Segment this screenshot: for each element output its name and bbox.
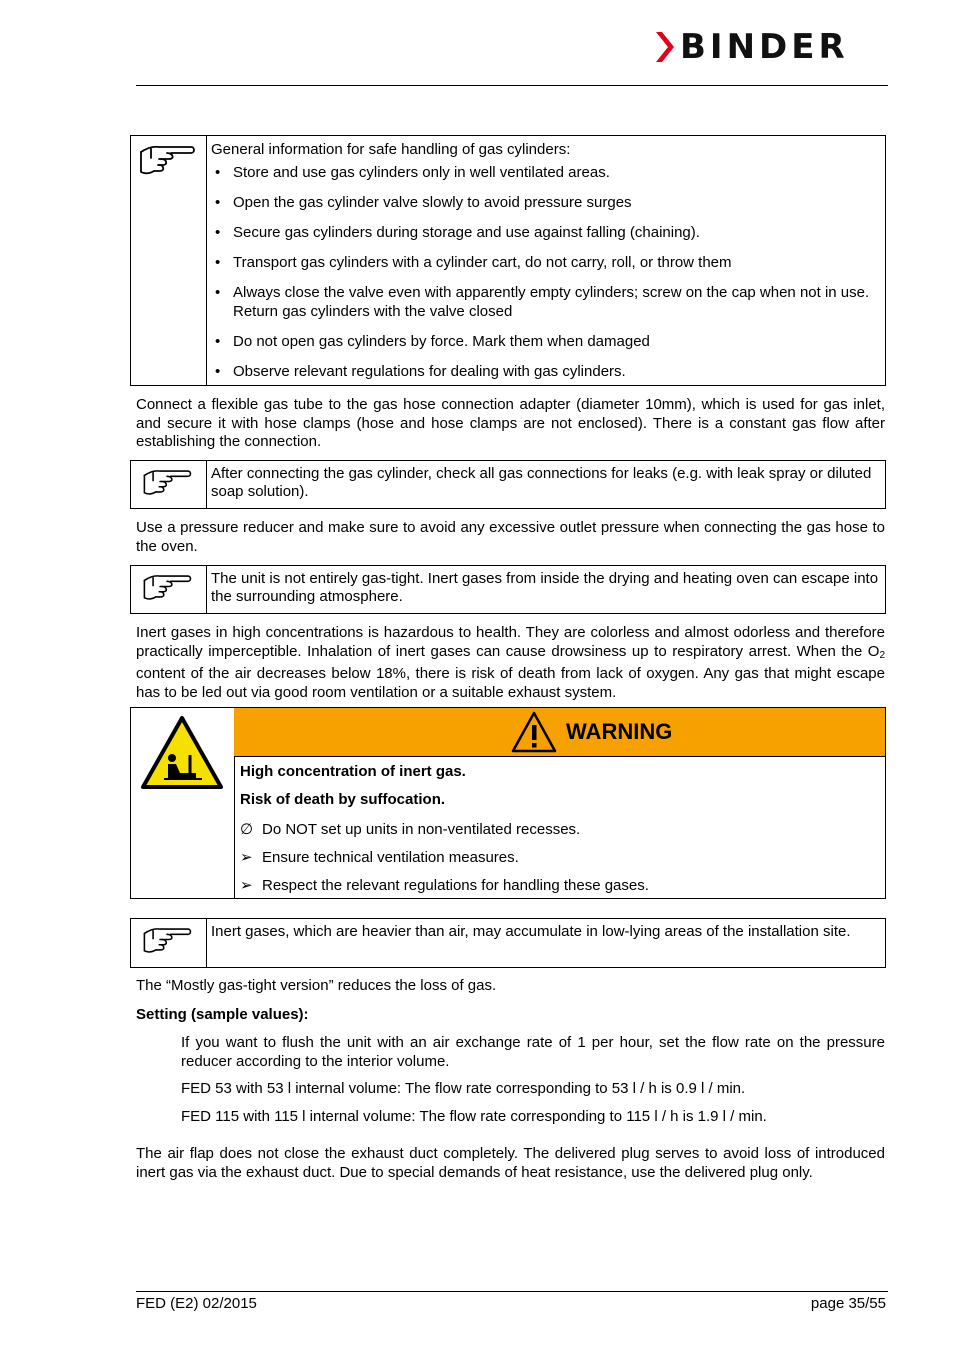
arrow-marker: ➢	[240, 877, 253, 894]
safety-bullet-list	[211, 163, 879, 381]
warning-item	[240, 821, 879, 849]
suffocation-hazard-icon	[140, 715, 224, 791]
note-box-gas-cylinders	[130, 135, 886, 386]
subscript: 2	[879, 649, 885, 661]
note-text: After connecting the gas cylinder, check all gas connections for leaks (e.g. with leak spray or diluted soap solution).	[211, 465, 872, 500]
pointing-hand-icon	[137, 923, 197, 963]
setting-heading: Setting (sample values):	[136, 1006, 309, 1023]
header-rule	[136, 85, 888, 86]
note-text: The unit is not entirely gas-tight. Inert gases from inside the drying and heating oven can escape into the surrounding atmosphere.	[211, 570, 879, 605]
note-box-leak-check	[130, 460, 886, 509]
logo-chevron-icon	[656, 30, 676, 64]
paragraph-gas-tube: Connect a flexible gas tube to the gas hose connection adapter (diameter 10mm), which is used for gas inlet, and secure it with hose clamps (hose and hose clamps are not enclosed). There is a constant gas flow after establishing the connection.	[136, 396, 885, 450]
list-item: • Always close the valve even with apparently empty cylinders; screw on the cap when not in use. Return gas cylinders with the valve closed	[211, 283, 879, 321]
warning-item	[240, 877, 879, 905]
setting-line: FED 53 with 53 l internal volume: The flow rate corresponding to 53 l / h is 0.9 l / min.	[181, 1080, 746, 1097]
pointing-hand-icon	[137, 570, 197, 610]
setting-line: If you want to flush the unit with an air exchange rate of 1 per hour, set the flow rate on the pressure reducer according to the interior volume.	[181, 1034, 885, 1070]
warning-triangle-icon	[511, 711, 557, 753]
warning-box	[130, 707, 886, 899]
warning-consequence: Risk of death by suffocation.	[240, 791, 446, 808]
setting-line: FED 115 with 115 l internal volume: The flow rate corresponding to 115 l / h is 1.9 l / min.	[181, 1108, 767, 1125]
pointing-hand-icon	[137, 465, 197, 505]
binder-logo	[656, 27, 888, 67]
paragraph-air-flap: The air flap does not close the exhaust duct completely. The delivered plug serves to avoid loss of introduced inert gas via the exhaust duct. Due to special demands of heat resistance, use the delivered plug only.	[136, 1145, 885, 1181]
paragraph-text: Inert gases in high concentrations is hazardous to health. They are colorless and almost odorless and therefore practically imperceptible. Inhalation of inert gases can cause drowsiness up to respiratory arrest. When the O	[136, 624, 885, 660]
paragraph-pressure-reducer: Use a pressure reducer and make sure to avoid any excessive outlet pressure when connecting the gas hose to the oven.	[136, 519, 885, 555]
list-item: • Secure gas cylinders during storage and use against falling (chaining).	[211, 223, 879, 242]
warning-item-text: Respect the relevant regulations for handling these gases.	[262, 877, 649, 894]
note-box-heavier-than-air	[130, 918, 886, 968]
warning-item	[240, 849, 879, 877]
list-item: • Observe relevant regulations for dealing with gas cylinders.	[211, 362, 879, 381]
paragraph-inert-gas-hazard	[136, 624, 885, 702]
prohibition-marker: ∅	[240, 821, 254, 838]
paragraph-mostly-gas-tight: The “Mostly gas-tight version” reduces the loss of gas.	[136, 977, 497, 994]
list-item: • Transport gas cylinders with a cylinder cart, do not carry, roll, or throw them	[211, 253, 879, 272]
warning-hazard: High concentration of inert gas.	[240, 763, 466, 780]
list-item: • Open the gas cylinder valve slowly to avoid pressure surges	[211, 193, 879, 212]
note-box-not-gas-tight	[130, 565, 886, 614]
paragraph-text: content of the air decreases below 18%, there is risk of death from lack of oxygen. Any gas that might escape has to be led out via good room ventilation or a suitable exhaust system.	[136, 665, 885, 701]
footer-document-id: FED (E2) 02/2015	[136, 1295, 257, 1312]
pointing-hand-icon	[137, 140, 197, 186]
footer-rule	[136, 1291, 888, 1292]
warning-body	[240, 763, 879, 905]
warning-item-text: Ensure technical ventilation measures.	[262, 849, 519, 866]
arrow-marker: ➢	[240, 849, 253, 866]
note-text: Inert gases, which are heavier than air, may accumulate in low-lying areas of the installation site.	[211, 923, 851, 940]
warning-item-text: Do NOT set up units in non-ventilated recesses.	[262, 821, 581, 838]
list-item: • Store and use gas cylinders only in well ventilated areas.	[211, 163, 879, 182]
note-intro: General information for safe handling of gas cylinders:	[211, 141, 571, 158]
logo-text: BINDER	[680, 27, 849, 67]
footer-page-number: page 35/55	[810, 1295, 886, 1312]
warning-header	[234, 708, 885, 757]
warning-title: WARNING	[566, 719, 673, 744]
list-item: • Do not open gas cylinders by force. Mark them when damaged	[211, 332, 879, 351]
